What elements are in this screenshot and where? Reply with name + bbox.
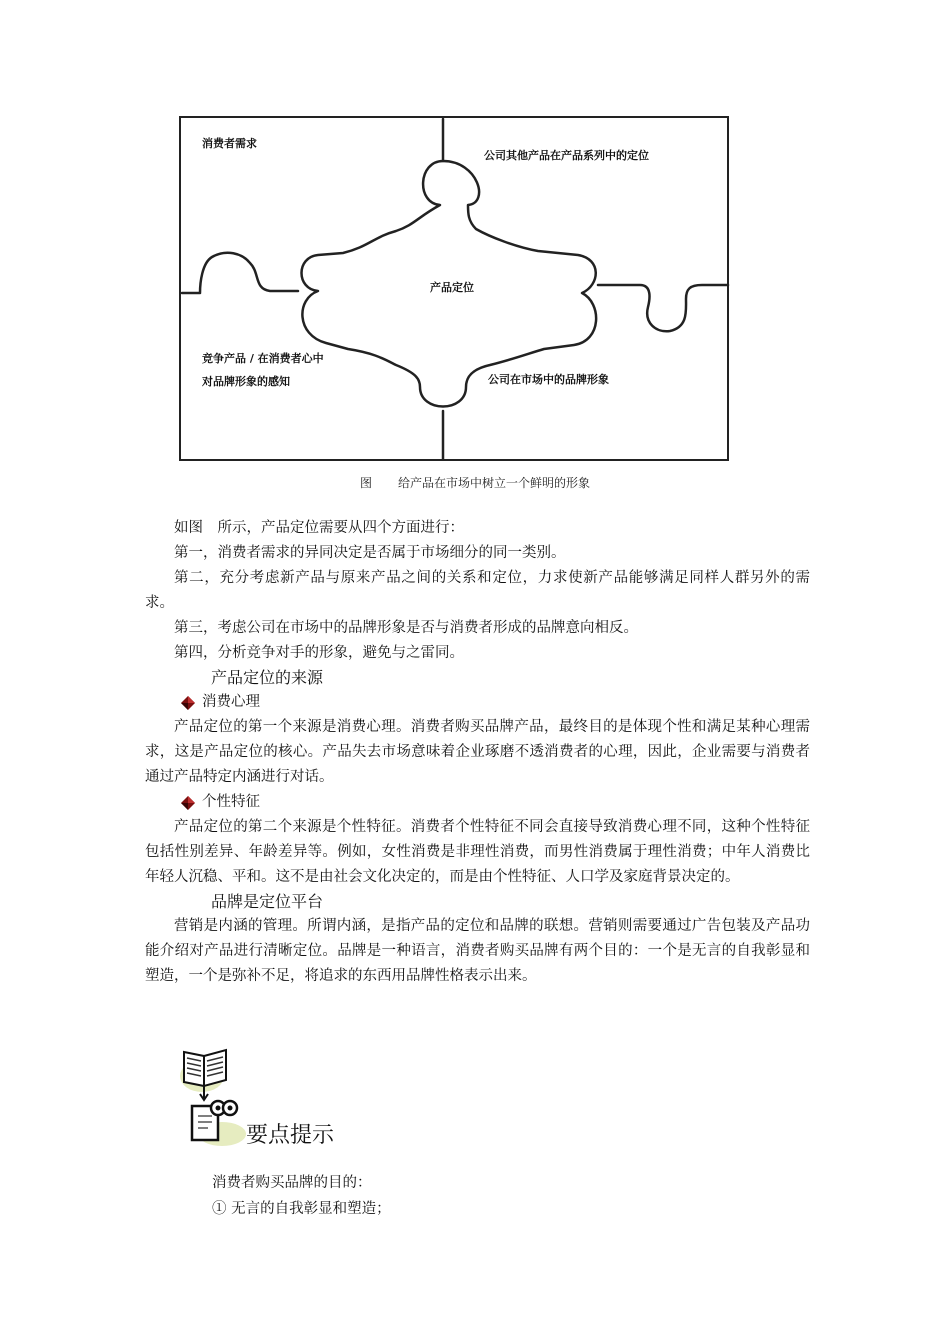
key-points-book-icon — [178, 1046, 248, 1146]
paragraph-brand-platform: 营销是内涵的管理。所谓内涵，是指产品的定位和品牌的联想。营销则需要通过广告包装及产品功能介绍对产品进行清晰定位。品牌是一种语言，消费者购买品牌有两个目的：一个是无言的自我彰显和塑造，一个是弥补不足，将追求的东西用品牌性格表示出来。 — [145, 918, 810, 984]
paragraph-consumer-psychology: 产品定位的第一个来源是消费心理。消费者购买品牌产品，最终目的是体现个性和满足某种心理需求，这是产品定位的核心。产品失去市场意味着企业琢磨不透消费者的心理，因此，企业需要与消费者通过产品特定内涵进行对话。 — [145, 719, 810, 785]
intro-paragraph-4: 第三，考虑公司在市场中的品牌形象是否与消费者形成的品牌意向相反。 — [174, 620, 638, 636]
bullet-label: 消费心理 — [202, 694, 260, 710]
figure-caption — [0, 474, 950, 491]
diamond-bullet-icon — [180, 695, 196, 711]
intro-paragraph-1: 如图 所示，产品定位需要从四个方面进行： — [174, 520, 464, 536]
figure-caption-text: 给产品在市场中树立一个鲜明的形象 — [398, 476, 591, 490]
label-consumer-needs: 消费者需求 — [202, 137, 257, 150]
intro-paragraph-5: 第四，分析竞争对手的形象，避免与之雷同。 — [174, 645, 464, 661]
label-other-products-position: 公司其他产品在产品系列中的定位 — [484, 149, 649, 162]
label-company-brand-image: 公司在市场中的品牌形象 — [488, 373, 609, 386]
intro-paragraph-2: 第一，消费者需求的异同决定是否属于市场细分的同一类别。 — [174, 545, 566, 561]
label-product-positioning: 产品定位 — [430, 281, 474, 294]
intro-paragraph-3: 第二，充分考虑新产品与原来产品之间的关系和定位，力求使新产品能够满足同样人群另外的需求。 — [145, 570, 810, 611]
paragraph-personality-traits: 产品定位的第二个来源是个性特征。消费者个性特征不同会直接导致消费心理不同，这种个性特征包括性别差异、年龄差异等。例如，女性消费是非理性消费，而男性消费属于理性消费；中年人消费比年轻人沉稳、平和。这不是由社会文化决定的，而是由个性特征、人口学及家庭背景决定的。 — [145, 819, 810, 885]
section-heading-brand-platform: 品牌是定位平台 — [211, 892, 324, 911]
bullet-consumer-psychology — [145, 690, 810, 715]
diamond-bullet-icon — [180, 795, 196, 811]
puzzle-diagram — [178, 113, 733, 465]
key-points-line-2: ① 无言的自我彰显和塑造； — [212, 1201, 391, 1217]
main-text — [145, 516, 810, 989]
key-points-body — [212, 1170, 391, 1222]
label-competitor-line2: 对品牌形象的感知 — [202, 375, 290, 388]
bullet-personality-traits — [145, 790, 810, 815]
key-points-title: 要点提示 — [246, 1123, 335, 1148]
section-heading-sources: 产品定位的来源 — [211, 668, 324, 687]
key-points-line-1: 消费者购买品牌的目的： — [212, 1175, 372, 1191]
figure-label: 图 — [359, 476, 372, 490]
bullet-label: 个性特征 — [202, 794, 260, 810]
label-competitor-line1: 竞争产品 / 在消费者心中 — [202, 352, 324, 365]
